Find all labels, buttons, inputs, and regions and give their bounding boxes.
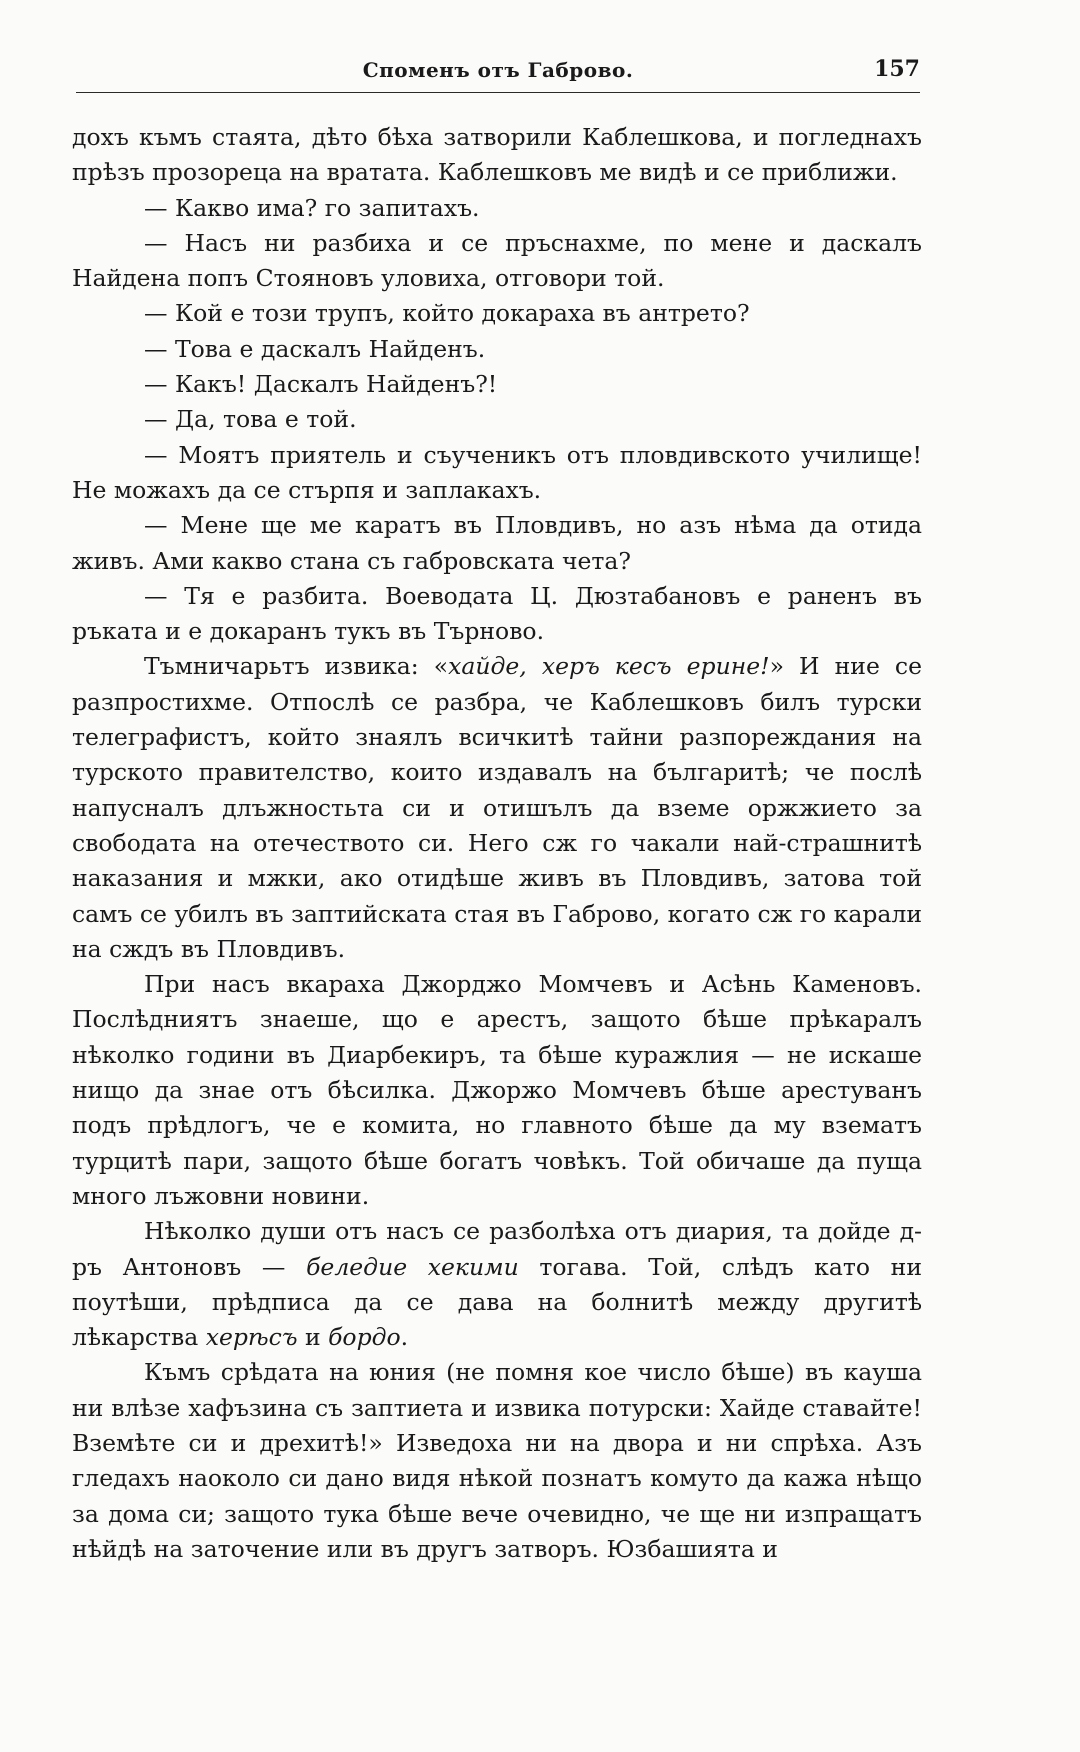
paragraph: При насъ вкараха Джорджо Момчевъ и Асѣнь Каменовъ. Послѣдниятъ знаеше, що е арестъ, защото бѣше прѣкаралъ нѣколко години въ Диарбекиръ, та бѣше куражлия — не искаше нищо да знае отъ бѣсилка. Джоржо Момчевъ бѣше арестуванъ подъ прѣдлогъ, че е комита, но главното бѣше да му взематъ турцитѣ пари, защото бѣше богатъ човѣкъ. Той обичаше да пуща много лъжовни новини. — [72, 970, 922, 1210]
paragraph: Къмъ срѣдата на юния (не помня кое число бѣше) въ кауша ни влѣзе хафъзина съ заптиета и извика потурски: Хайде ставайте! Вземѣте си и дрехитѣ!» Изведоха ни на двора и ни спрѣха. Азъ гледахъ наоколо си дано видя нѣкой познатъ комуто да кажа нѣщо за дома си; защото тука бѣше вече очевидно, че ще ни изпращатъ нѣйдѣ на заточение или въ другъ затворъ. Юзбашията и — [72, 1358, 922, 1563]
text-run: » И ние се разпростихме. Отпослѣ се разбра, че Каблешковъ билъ турски телеграфистъ, който знаялъ всичкитѣ тайни разпореждания на турското правителство, които издавалъ на българитѣ; че послѣ напусналъ длъжностьта си и отишълъ да вземе оржжието за свободата на отечеството си. Него сж го чакали най-страшнитѣ наказания и мжки, ако отидѣше живъ въ Пловдивъ, затова той самъ се убилъ въ заптийската стая въ Габрово, когато сж го карали на сждъ въ Пловдивъ. — [72, 652, 922, 963]
italic-phrase: бордо — [328, 1323, 401, 1352]
running-header — [76, 52, 920, 93]
dialogue-line: — Насъ ни разбиха и се пръснахме, по мене и даскалъ Найдена попъ Стояновъ уловиха, отговори той. — [72, 228, 922, 293]
dialogue-line: — Моятъ приятель и съученикъ отъ пловдивското училище! Не можахъ да се стърпя и заплакахъ. — [72, 440, 922, 504]
dialogue-line: — Какъ! Даскалъ Найденъ?! — [144, 370, 498, 399]
text-run: Нѣколко души отъ насъ се разболѣха отъ диария, та дойде д-ръ Антоновъ — — [72, 1217, 922, 1281]
dialogue-line: — Мене ще ме каратъ въ Пловдивъ, но азъ нѣма да отида живъ. Ами какво стана съ габровската чета? — [72, 511, 922, 575]
italic-phrase: беледие хекими — [306, 1252, 519, 1281]
dialogue-line: — Какво има? го запитахъ. — [144, 193, 480, 222]
dialogue-line: — Да, това е той. — [144, 405, 357, 434]
text-run: Тъмничарьтъ извика: « — [144, 652, 449, 681]
text-run: тогава. Той, слѣдъ като ни поутѣши, прѣдписа да се дава на болнитѣ между другитѣ лѣкарства — [72, 1252, 922, 1352]
text-run: . — [400, 1323, 409, 1352]
paragraph: дохъ къмъ стаята, дѣто бѣха затворили Каблешкова, и погледнахъ прѣзъ прозореца на вратата. Каблешковъ ме видѣ и се приближи. — [72, 123, 922, 187]
dialogue-line: — Това е даскалъ Найденъ. — [144, 334, 486, 363]
paragraph — [72, 1214, 922, 1355]
italic-phrase: херѣсъ — [205, 1323, 298, 1352]
body-text — [72, 120, 922, 1567]
page-number: 157 — [874, 56, 920, 82]
text-run: и — [297, 1323, 329, 1352]
running-title: Споменъ отъ Габрово. — [362, 58, 634, 82]
dialogue-line: — Тя е разбита. Воеводата Ц. Дюзтабановъ е раненъ въ ръката и е докаранъ тукъ въ Търново. — [72, 581, 922, 646]
italic-phrase: хайде, херъ кесъ ерине! — [448, 652, 770, 681]
dialogue-line: — Кой е този трупъ, който докараха въ антрето? — [144, 299, 750, 328]
paragraph — [72, 649, 922, 967]
